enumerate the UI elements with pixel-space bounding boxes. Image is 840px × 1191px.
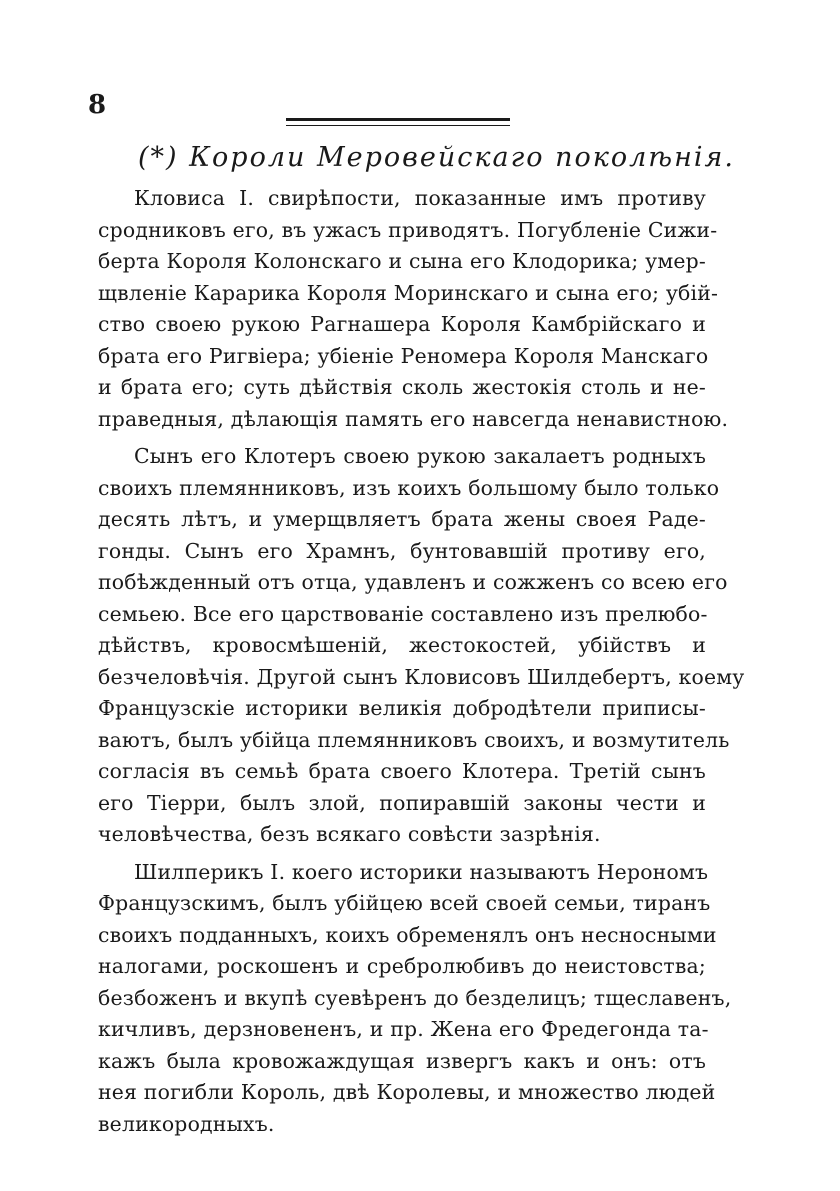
text-line: Французскимъ, былъ убійцею всей своей семьи, тиранъ <box>98 891 711 915</box>
section-title: (*) Короли Меровейскаго поколѣнія. <box>138 142 735 173</box>
text-line: Шилперикъ I. коего историки называютъ Нерономъ <box>134 859 709 884</box>
text-line: ство своею рукою Рагнашера Короля Камбрійскаго и <box>98 312 706 336</box>
text-line: десять лѣтъ, и умерщвляетъ брата жены своея Раде- <box>98 507 706 531</box>
text-line: своихъ племянниковъ, изъ коихъ большому было только <box>98 475 720 500</box>
text-line: безбоженъ и вкупѣ суевѣренъ до безделицъ; тщеславенъ, <box>98 985 732 1010</box>
text-line: щвленіе Карарика Короля Моринскаго и сына его; убій- <box>98 280 719 305</box>
text-line: дѣйствъ, кровосмѣшеній, жестокостей, убійствъ и <box>98 633 706 657</box>
text-line: гонды. Сынъ его Храмнъ, бунтовавшій противу его, <box>98 538 706 563</box>
paragraph-3 <box>98 857 732 1141</box>
text-line: его Тіерри, былъ злой, попиравшій законы чести и <box>98 790 706 815</box>
text-line: сродниковъ его, въ ужасъ приводятъ. Погубленіе Сижи- <box>98 217 718 242</box>
text-line: Кловиса I. свирѣпости, показанные имъ противу <box>134 186 706 210</box>
text-line: семьею. Все его царствованіе составлено изъ прелюбо- <box>98 601 708 626</box>
text-line: Сынъ его Клотеръ своею рукою закалаетъ родныхъ <box>134 444 706 468</box>
text-line: праведныя, дѣлающія память его навсегда ненавистною. <box>98 406 729 431</box>
text-line: кажъ была кровожаждущая извергъ какъ и онъ: отъ <box>98 1048 706 1073</box>
text-line: налогами, роскошенъ и сребролюбивъ до неистовства; <box>98 954 706 978</box>
text-block <box>98 183 745 1140</box>
paragraph-2 <box>98 441 745 851</box>
text-line: ваютъ, былъ убійца племянниковъ своихъ, и возмутитель <box>98 727 730 752</box>
header-rule <box>286 118 510 121</box>
text-line: человѣчества, безъ всякаго совѣсти зазрѣнія. <box>98 822 601 846</box>
text-line: Французскіе историки великія добродѣтели приписы- <box>98 696 706 720</box>
text-line: согласія въ семьѣ брата своего Клотера. Третій сынъ <box>98 759 706 783</box>
text-line: побѣжденный отъ отца, удавленъ и сожженъ со всею его <box>98 570 728 594</box>
text-line: безчеловѣчія. Другой сынъ Кловисовъ Шилдебертъ, коему <box>98 664 745 689</box>
page-number: 8 <box>88 90 107 120</box>
text-line: кичливъ, дерзновененъ, и пр. Жена его Фредегонда та- <box>98 1017 709 1041</box>
text-line: и брата его; суть дѣйствія сколь жестокія столь и не- <box>98 375 706 399</box>
text-line: нея погибли Король, двѣ Королевы, и множество людей <box>98 1080 716 1104</box>
text-line: великородныхъ. <box>98 1111 275 1136</box>
text-line: своихъ подданныхъ, коихъ обременялъ онъ несносными <box>98 922 717 947</box>
text-line: брата его Ригвіера; убіеніе Реномера Короля Манскаго <box>98 343 709 368</box>
text-line: берта Короля Колонскаго и сына его Клодорика; умер- <box>98 249 706 273</box>
paragraph-1 <box>98 183 729 435</box>
